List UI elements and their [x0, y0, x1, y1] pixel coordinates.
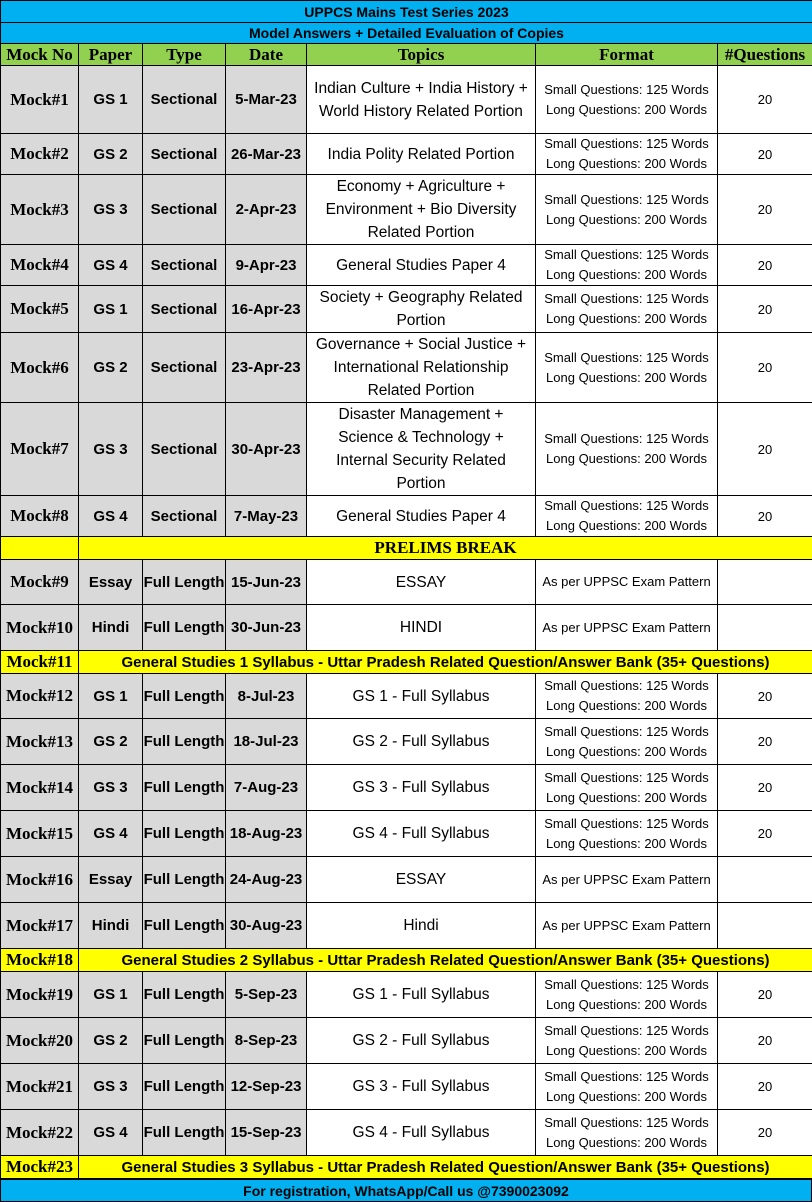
format-small: Small Questions: 125 Words: [536, 496, 717, 516]
special-description: General Studies 3 Syllabus - Uttar Pradesh Related Question/Answer Bank (35+ Questions): [79, 1156, 812, 1179]
questions-cell: 20: [718, 1064, 812, 1110]
format-long: Long Questions: 200 Words: [536, 834, 717, 854]
date-cell: 24-Aug-23: [226, 857, 307, 903]
format-long: Long Questions: 200 Words: [536, 1087, 717, 1107]
type-cell: Full Length: [143, 560, 226, 605]
date-cell: 5-Sep-23: [226, 972, 307, 1018]
type-cell: Full Length: [143, 857, 226, 903]
mock-cell: Mock#5: [1, 286, 79, 333]
header-questions: #Questions: [718, 44, 812, 66]
topic-cell: ESSAY: [307, 857, 536, 903]
format-small: Small Questions: 125 Words: [536, 814, 717, 834]
format-small: Small Questions: 125 Words: [536, 975, 717, 995]
type-cell: Full Length: [143, 1018, 226, 1064]
paper-cell: Essay: [79, 560, 143, 605]
format-pattern: As per UPPSC Exam Pattern: [536, 618, 717, 638]
format-cell: [536, 765, 718, 811]
type-cell: Sectional: [143, 134, 226, 175]
type-cell: Sectional: [143, 175, 226, 245]
format-long: Long Questions: 200 Words: [536, 265, 717, 285]
mock-cell: Mock#18: [1, 949, 79, 972]
format-cell: [536, 811, 718, 857]
date-cell: 23-Apr-23: [226, 333, 307, 403]
mock-cell: Mock#12: [1, 674, 79, 719]
format-small: Small Questions: 125 Words: [536, 289, 717, 309]
topic-cell: Hindi: [307, 903, 536, 949]
mock-cell: Mock#17: [1, 903, 79, 949]
questions-cell: 20: [718, 811, 812, 857]
topic-cell: HINDI: [307, 605, 536, 651]
mock-cell: Mock#22: [1, 1110, 79, 1156]
mock-cell: Mock#8: [1, 496, 79, 537]
format-cell: [536, 719, 718, 765]
questions-cell: 20: [718, 1110, 812, 1156]
questions-cell: 20: [718, 333, 812, 403]
paper-cell: GS 1: [79, 286, 143, 333]
format-long: Long Questions: 200 Words: [536, 309, 717, 329]
topic-cell: GS 2 - Full Syllabus: [307, 719, 536, 765]
format-long: Long Questions: 200 Words: [536, 368, 717, 388]
table-row: [1, 857, 812, 903]
paper-cell: GS 1: [79, 66, 143, 134]
date-cell: 7-Aug-23: [226, 765, 307, 811]
format-cell: [536, 66, 718, 134]
mock-cell: Mock#2: [1, 134, 79, 175]
date-cell: 30-Apr-23: [226, 403, 307, 496]
header-paper: Paper: [79, 44, 143, 66]
paper-cell: Hindi: [79, 903, 143, 949]
paper-cell: GS 2: [79, 333, 143, 403]
date-cell: 5-Mar-23: [226, 66, 307, 134]
mock-cell: Mock#23: [1, 1156, 79, 1179]
format-small: Small Questions: 125 Words: [536, 245, 717, 265]
header-topics: Topics: [307, 44, 536, 66]
paper-cell: GS 1: [79, 972, 143, 1018]
paper-cell: GS 3: [79, 175, 143, 245]
format-cell: [536, 333, 718, 403]
format-cell: [536, 1018, 718, 1064]
mock-cell: Mock#13: [1, 719, 79, 765]
table-title: UPPCS Mains Test Series 2023: [1, 1, 812, 23]
table-row: [1, 811, 812, 857]
mock-cell: Mock#14: [1, 765, 79, 811]
questions-cell: 20: [718, 496, 812, 537]
format-long: Long Questions: 200 Words: [536, 742, 717, 762]
questions-cell: 20: [718, 972, 812, 1018]
format-small: Small Questions: 125 Words: [536, 190, 717, 210]
format-small: Small Questions: 125 Words: [536, 134, 717, 154]
questions-cell: 20: [718, 66, 812, 134]
topic-cell: Economy + Agriculture + Environment + Bio Diversity Related Portion: [307, 175, 536, 245]
date-cell: 12-Sep-23: [226, 1064, 307, 1110]
paper-cell: GS 4: [79, 245, 143, 286]
format-small: Small Questions: 125 Words: [536, 676, 717, 696]
format-cell: [536, 972, 718, 1018]
topic-cell: India Polity Related Portion: [307, 134, 536, 175]
format-long: Long Questions: 200 Words: [536, 788, 717, 808]
special-description: General Studies 2 Syllabus - Uttar Pradesh Related Question/Answer Bank (35+ Questions): [79, 949, 812, 972]
format-long: Long Questions: 200 Words: [536, 1041, 717, 1061]
questions-cell: 20: [718, 175, 812, 245]
questions-cell: 20: [718, 245, 812, 286]
table-row: [1, 903, 812, 949]
format-pattern: As per UPPSC Exam Pattern: [536, 916, 717, 936]
topic-cell: GS 4 - Full Syllabus: [307, 811, 536, 857]
special-description: General Studies 1 Syllabus - Uttar Pradesh Related Question/Answer Bank (35+ Questions): [79, 651, 812, 674]
format-long: Long Questions: 200 Words: [536, 154, 717, 174]
date-cell: 30-Aug-23: [226, 903, 307, 949]
table-row: [1, 66, 812, 134]
table-row: [1, 1018, 812, 1064]
format-pattern: As per UPPSC Exam Pattern: [536, 572, 717, 592]
questions-cell: 20: [718, 1018, 812, 1064]
special-row: [1, 949, 812, 972]
mock-cell: Mock#10: [1, 605, 79, 651]
questions-cell: [718, 605, 812, 651]
date-cell: 7-May-23: [226, 496, 307, 537]
footer-contact: For registration, WhatsApp/Call us @7390023092: [1, 1180, 812, 1202]
topic-cell: General Studies Paper 4: [307, 496, 536, 537]
paper-cell: GS 4: [79, 1110, 143, 1156]
date-cell: 8-Jul-23: [226, 674, 307, 719]
format-cell: [536, 496, 718, 537]
date-cell: 9-Apr-23: [226, 245, 307, 286]
format-cell: [536, 560, 718, 605]
type-cell: Sectional: [143, 66, 226, 134]
format-long: Long Questions: 200 Words: [536, 696, 717, 716]
date-cell: 16-Apr-23: [226, 286, 307, 333]
format-small: Small Questions: 125 Words: [536, 1067, 717, 1087]
paper-cell: Essay: [79, 857, 143, 903]
format-small: Small Questions: 125 Words: [536, 348, 717, 368]
topic-cell: GS 4 - Full Syllabus: [307, 1110, 536, 1156]
mock-cell: Mock#1: [1, 66, 79, 134]
topic-cell: Governance + Social Justice + International Relationship Related Portion: [307, 333, 536, 403]
table-row: [1, 765, 812, 811]
date-cell: 2-Apr-23: [226, 175, 307, 245]
table-row: [1, 674, 812, 719]
type-cell: Sectional: [143, 403, 226, 496]
table-row: [1, 496, 812, 537]
table-row: [1, 403, 812, 496]
format-cell: [536, 1064, 718, 1110]
date-cell: 30-Jun-23: [226, 605, 307, 651]
type-cell: Full Length: [143, 811, 226, 857]
type-cell: Full Length: [143, 765, 226, 811]
paper-cell: GS 3: [79, 403, 143, 496]
format-cell: [536, 175, 718, 245]
paper-cell: GS 2: [79, 134, 143, 175]
table-row: [1, 134, 812, 175]
topic-cell: Disaster Management + Science & Technology + Internal Security Related Portion: [307, 403, 536, 496]
questions-cell: 20: [718, 286, 812, 333]
questions-cell: 20: [718, 134, 812, 175]
format-cell: [536, 245, 718, 286]
format-small: Small Questions: 125 Words: [536, 1021, 717, 1041]
format-cell: [536, 674, 718, 719]
mock-cell: Mock#3: [1, 175, 79, 245]
topic-cell: General Studies Paper 4: [307, 245, 536, 286]
type-cell: Full Length: [143, 719, 226, 765]
type-cell: Full Length: [143, 605, 226, 651]
paper-cell: GS 2: [79, 719, 143, 765]
mock-cell: Mock#6: [1, 333, 79, 403]
format-cell: [536, 1110, 718, 1156]
format-long: Long Questions: 200 Words: [536, 210, 717, 230]
format-cell: [536, 134, 718, 175]
table-row: [1, 1064, 812, 1110]
mock-cell: Mock#7: [1, 403, 79, 496]
prelims-break-label: PRELIMS BREAK: [79, 537, 812, 560]
mock-cell: Mock#19: [1, 972, 79, 1018]
mock-cell: Mock#16: [1, 857, 79, 903]
mock-cell: Mock#9: [1, 560, 79, 605]
prelims-break-spacer: [1, 537, 79, 560]
format-long: Long Questions: 200 Words: [536, 516, 717, 536]
topic-cell: GS 3 - Full Syllabus: [307, 1064, 536, 1110]
format-long: Long Questions: 200 Words: [536, 1133, 717, 1153]
date-cell: 18-Aug-23: [226, 811, 307, 857]
type-cell: Sectional: [143, 245, 226, 286]
table-row: [1, 286, 812, 333]
mock-cell: Mock#15: [1, 811, 79, 857]
format-small: Small Questions: 125 Words: [536, 429, 717, 449]
paper-cell: Hindi: [79, 605, 143, 651]
type-cell: Sectional: [143, 333, 226, 403]
paper-cell: GS 4: [79, 496, 143, 537]
footer-bar: [0, 1179, 812, 1202]
table-row: [1, 605, 812, 651]
format-long: Long Questions: 200 Words: [536, 995, 717, 1015]
format-long: Long Questions: 200 Words: [536, 449, 717, 469]
table-row: [1, 245, 812, 286]
date-cell: 18-Jul-23: [226, 719, 307, 765]
format-cell: [536, 403, 718, 496]
table-row: [1, 719, 812, 765]
format-small: Small Questions: 125 Words: [536, 722, 717, 742]
type-cell: Full Length: [143, 903, 226, 949]
paper-cell: GS 3: [79, 1064, 143, 1110]
format-cell: [536, 857, 718, 903]
format-cell: [536, 286, 718, 333]
topic-cell: Society + Geography Related Portion: [307, 286, 536, 333]
questions-cell: [718, 903, 812, 949]
questions-cell: [718, 560, 812, 605]
table-row: [1, 972, 812, 1018]
special-row: [1, 651, 812, 674]
header-format: Format: [536, 44, 718, 66]
format-small: Small Questions: 125 Words: [536, 80, 717, 100]
table-subtitle: Model Answers + Detailed Evaluation of Copies: [1, 23, 812, 44]
type-cell: Full Length: [143, 674, 226, 719]
mock-cell: Mock#20: [1, 1018, 79, 1064]
table-row: [1, 560, 812, 605]
special-row: [1, 1156, 812, 1179]
questions-cell: 20: [718, 403, 812, 496]
type-cell: Sectional: [143, 286, 226, 333]
topic-cell: GS 1 - Full Syllabus: [307, 674, 536, 719]
table-row: [1, 1110, 812, 1156]
date-cell: 15-Sep-23: [226, 1110, 307, 1156]
topic-cell: GS 3 - Full Syllabus: [307, 765, 536, 811]
questions-cell: 20: [718, 719, 812, 765]
date-cell: 15-Jun-23: [226, 560, 307, 605]
questions-cell: 20: [718, 674, 812, 719]
format-long: Long Questions: 200 Words: [536, 100, 717, 120]
header-type: Type: [143, 44, 226, 66]
type-cell: Full Length: [143, 1064, 226, 1110]
paper-cell: GS 4: [79, 811, 143, 857]
prelims-break-row: [1, 537, 812, 560]
header-date: Date: [226, 44, 307, 66]
format-cell: [536, 605, 718, 651]
mock-cell: Mock#11: [1, 651, 79, 674]
type-cell: Full Length: [143, 972, 226, 1018]
date-cell: 8-Sep-23: [226, 1018, 307, 1064]
format-pattern: As per UPPSC Exam Pattern: [536, 870, 717, 890]
topic-cell: GS 2 - Full Syllabus: [307, 1018, 536, 1064]
questions-cell: [718, 857, 812, 903]
date-cell: 26-Mar-23: [226, 134, 307, 175]
table-row: [1, 333, 812, 403]
table-row: [1, 175, 812, 245]
questions-cell: 20: [718, 765, 812, 811]
paper-cell: GS 1: [79, 674, 143, 719]
type-cell: Sectional: [143, 496, 226, 537]
topic-cell: Indian Culture + India History + World History Related Portion: [307, 66, 536, 134]
type-cell: Full Length: [143, 1110, 226, 1156]
mock-cell: Mock#4: [1, 245, 79, 286]
format-cell: [536, 903, 718, 949]
format-small: Small Questions: 125 Words: [536, 768, 717, 788]
format-small: Small Questions: 125 Words: [536, 1113, 717, 1133]
topic-cell: ESSAY: [307, 560, 536, 605]
topic-cell: GS 1 - Full Syllabus: [307, 972, 536, 1018]
mock-cell: Mock#21: [1, 1064, 79, 1110]
paper-cell: GS 3: [79, 765, 143, 811]
header-mock-no: Mock No: [1, 44, 79, 66]
paper-cell: GS 2: [79, 1018, 143, 1064]
